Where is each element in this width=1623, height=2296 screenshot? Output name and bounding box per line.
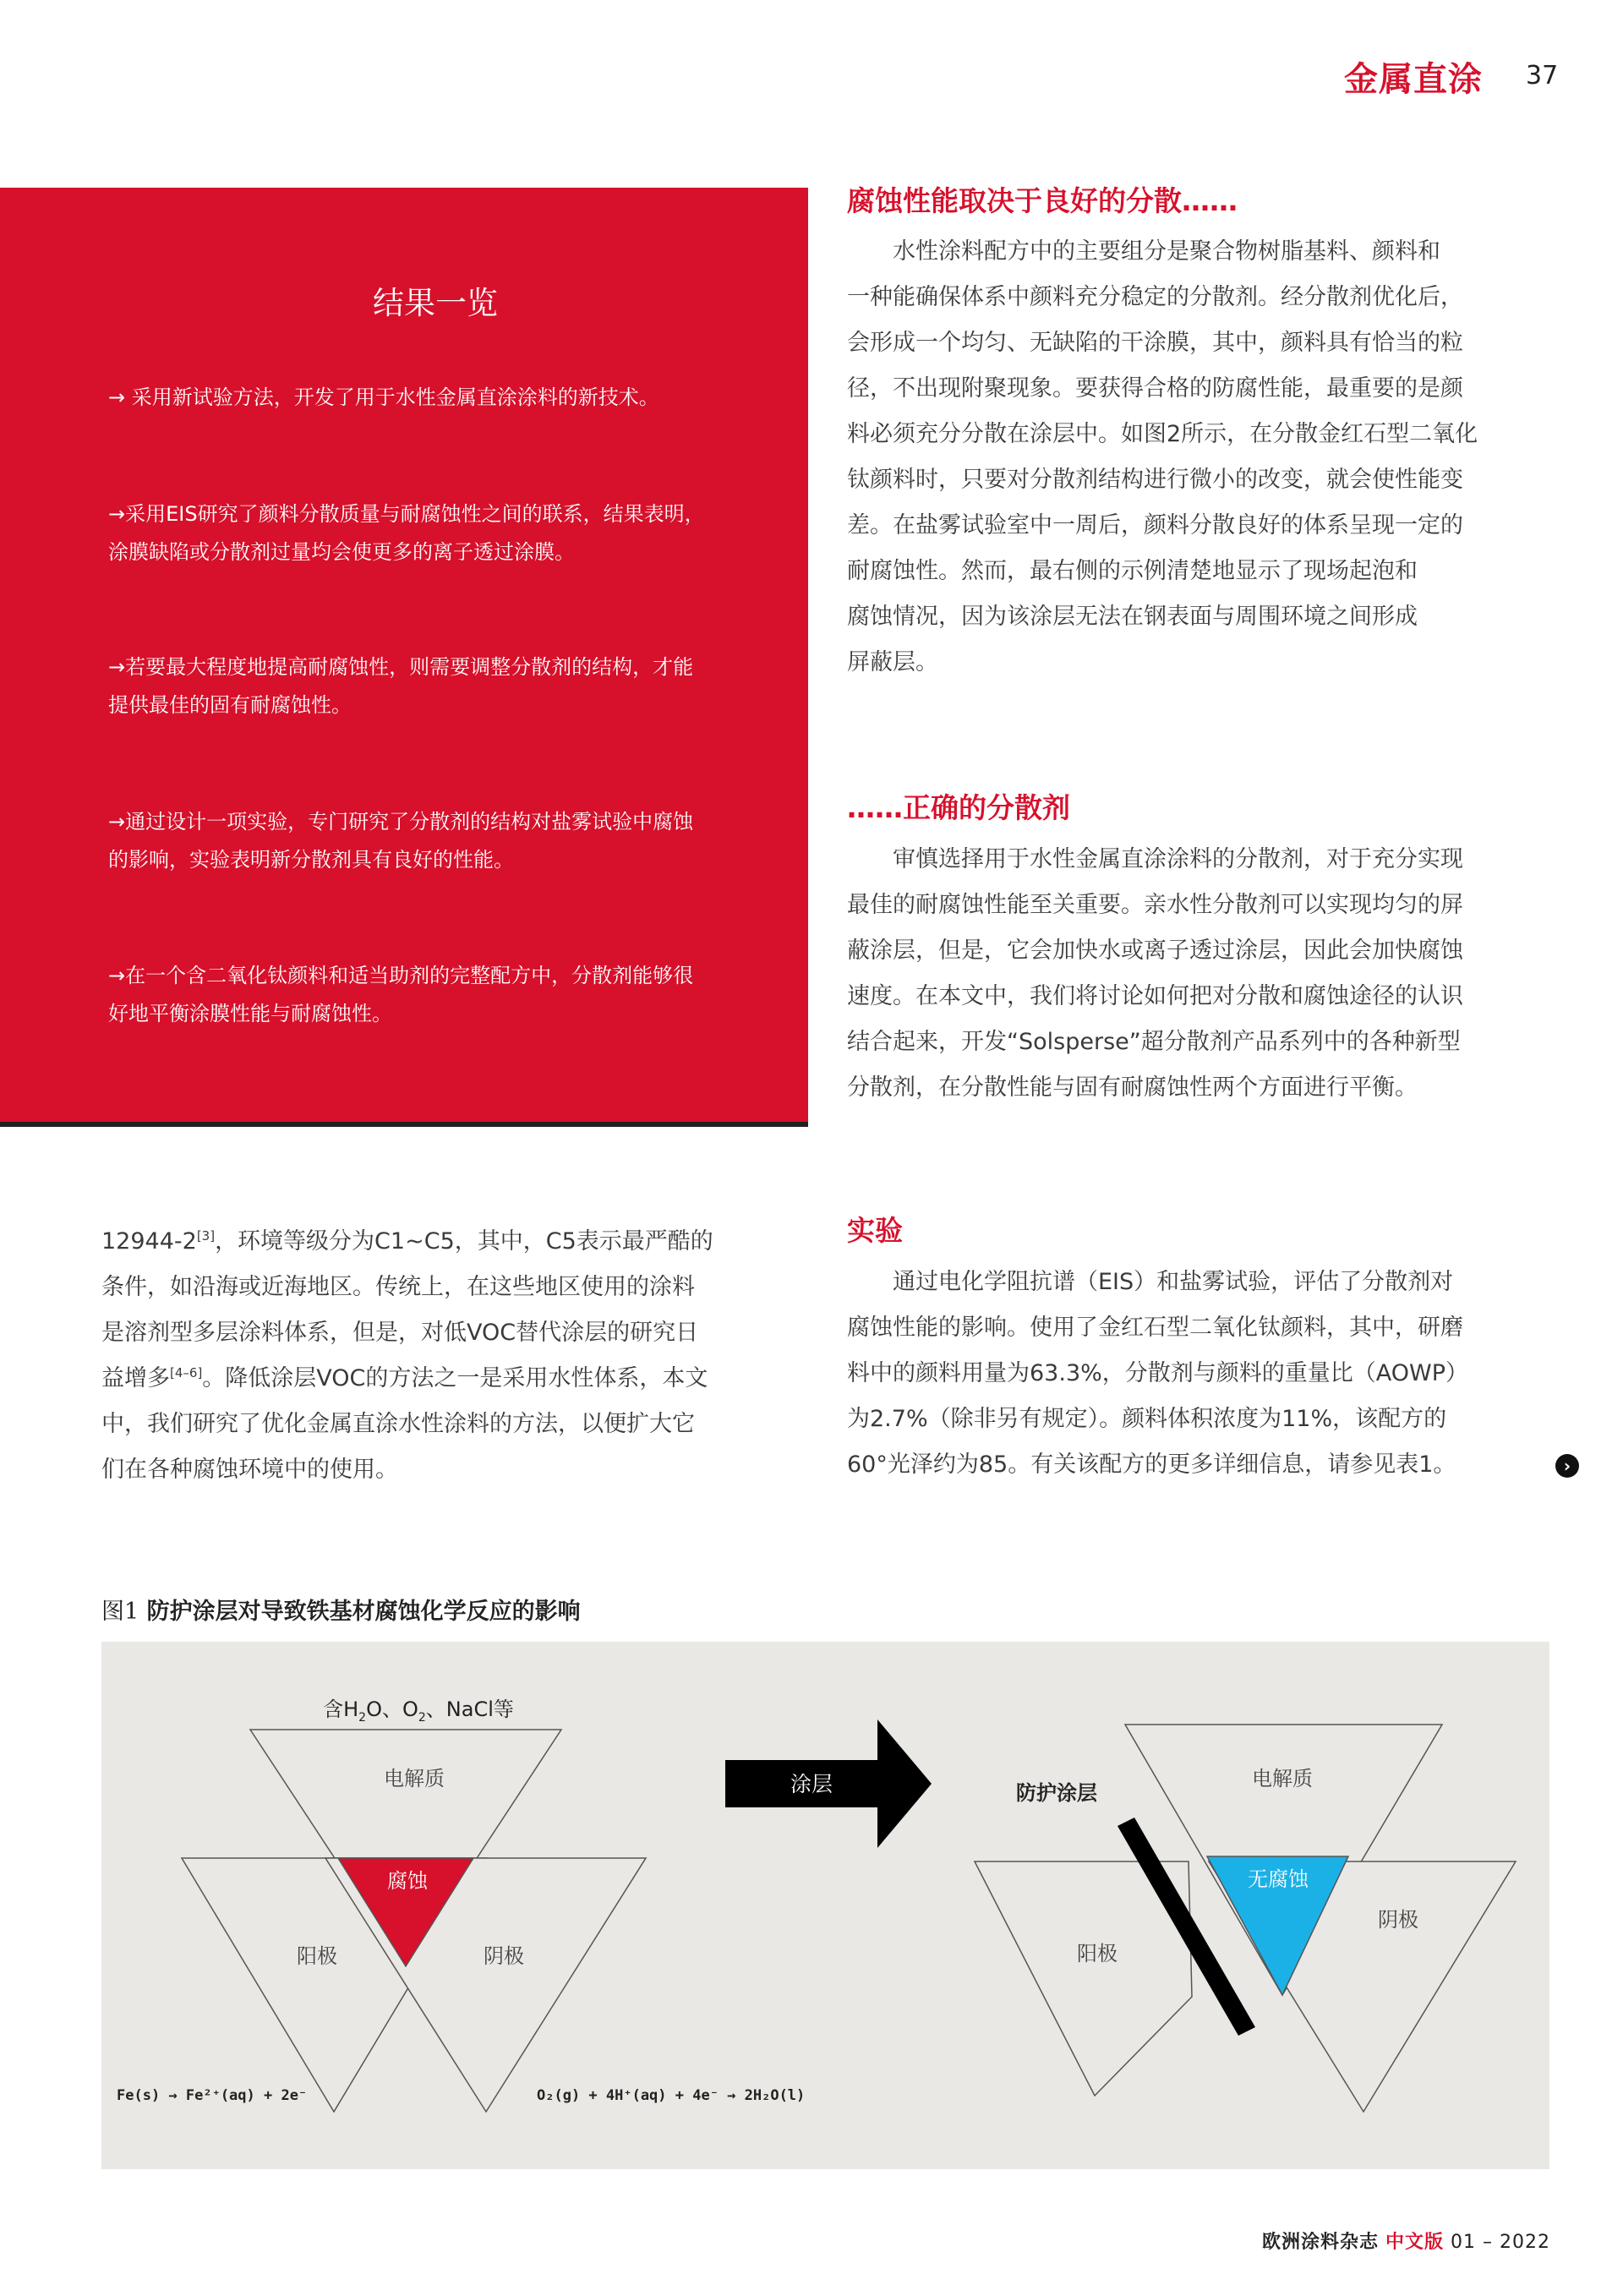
bullet-line: 涂膜缺陷或分散剂过量均会使更多的离子透过涂膜。 — [108, 540, 575, 564]
bullet-line: →在一个含二氧化钛颜料和适当助剂的完整配方中，分散剂能够很 — [108, 964, 694, 987]
environment-label: 含$H_2O$、$O_2$、NaCl等 — [323, 1697, 514, 1725]
text-line: 为2.7%（除非另有规定）。颜料体积浓度为11%，该配方的 — [847, 1406, 1447, 1432]
corrosion-label: 腐蚀 — [387, 1869, 428, 1893]
text-line: 钛颜料时，只要对分散剂结构进行微小的改变，就会使性能变 — [847, 467, 1463, 493]
text-line: 差。在盐雾试验室中一周后，颜料分散良好的体系呈现一定的 — [847, 512, 1463, 538]
summary-bullet — [108, 648, 784, 724]
no-corrosion-label: 无腐蚀 — [1248, 1867, 1309, 1891]
coating-label: 防护涂层 — [1016, 1781, 1097, 1805]
section-body-dispersant — [847, 837, 1554, 1111]
figure-diagram — [101, 1642, 1549, 2169]
anode-label: 阳极 — [1077, 1942, 1118, 1965]
cathode-label: 阴极 — [1378, 1908, 1418, 1932]
summary-bullet — [108, 379, 784, 417]
text-line: 通过电化学阻抗谱（EIS）和盐雾试验，评估了分散剂对 — [893, 1269, 1454, 1295]
summary-bullet — [108, 957, 784, 1033]
section-heading-dispersion: 腐蚀性能取决于良好的分散…… — [847, 184, 1238, 217]
text-line: 审慎选择用于水性金属直涂涂料的分散剂，对于充分实现 — [893, 846, 1463, 872]
anode-equation: Fe(s) → Fe²⁺(aq) + 2e⁻ — [117, 2087, 308, 2104]
text-line: 最佳的耐腐蚀性能至关重要。亲水性分散剂可以实现均匀的屏 — [847, 892, 1463, 918]
footer-edition: 中文版 — [1385, 2232, 1445, 2253]
section-heading-dispersant: ……正确的分散剂 — [847, 791, 1070, 824]
figure-caption — [101, 1593, 581, 1626]
text-line: 耐腐蚀性。然而，最右侧的示例清楚地显示了现场起泡和 — [847, 558, 1418, 584]
text-line: 径，不出现附聚现象。要获得合格的防腐性能，最重要的是颜 — [847, 375, 1463, 402]
section-title: 金属直涂 — [1344, 60, 1483, 99]
text-line: 12944-2[3]，环境等级分为C1~C5，其中，C5表示最严酷的 — [101, 1228, 713, 1255]
text-line: 速度。在本文中，我们将讨论如何把对分散和腐蚀途径的认识 — [847, 983, 1463, 1009]
section-heading-experiment: 实验 — [847, 1214, 903, 1247]
electrolyte-label: 电解质 — [384, 1767, 445, 1790]
left-column-body — [101, 1219, 808, 1493]
bullet-line: → 采用新试验方法，开发了用于水性金属直涂涂料的新技术。 — [108, 385, 659, 409]
text-line: 腐蚀性能的影响。使用了金红石型二氧化钛颜料，其中，研磨 — [847, 1315, 1463, 1341]
text-line: 条件，如沿海或近海地区。传统上，在这些地区使用的涂料 — [101, 1274, 695, 1300]
text-line: 料中的颜料用量为63.3%，分散剂与颜料的重量比（AOWP） — [847, 1360, 1468, 1386]
text-line: 们在各种腐蚀环境中的使用。 — [101, 1457, 398, 1483]
footer-magazine: 欧洲涂料杂志 — [1262, 2232, 1380, 2253]
text-line: 腐蚀情况，因为该涂层无法在钢表面与周围环境之间形成 — [847, 604, 1418, 630]
section-body-dispersion — [847, 229, 1554, 686]
bullet-line: →采用EIS研究了颜料分散质量与耐腐蚀性之间的联系，结果表明， — [108, 502, 705, 526]
text-line: 料必须充分分散在涂层中。如图2所示，在分散金红石型二氧化 — [847, 421, 1478, 447]
cathode-label: 阴极 — [484, 1944, 524, 1968]
figure-svg — [101, 1642, 1549, 2169]
summary-bullet — [108, 803, 784, 879]
bullet-line: 的影响，实验表明新分散剂具有良好的性能。 — [108, 848, 514, 872]
summary-box-underline — [0, 1122, 808, 1127]
text-line: 屏蔽层。 — [847, 649, 938, 675]
arrow-label: 涂层 — [790, 1772, 833, 1796]
page-number: 37 — [1526, 61, 1559, 90]
bullet-line: →通过设计一项实验，专门研究了分散剂的结构对盐雾试验中腐蚀 — [108, 810, 694, 834]
text-line: 蔽涂层，但是，它会加快水或离子透过涂层，因此会加快腐蚀 — [847, 938, 1463, 964]
bullet-line: 提供最佳的固有耐腐蚀性。 — [108, 693, 352, 717]
footer — [1262, 2228, 1550, 2254]
summary-title: 结果一览 — [373, 285, 498, 321]
figure-caption-text: 防护涂层对导致铁基材腐蚀化学反应的影响 — [146, 1599, 581, 1625]
section-body-experiment — [847, 1260, 1554, 1488]
text-line: 60°光泽约为85。有关该配方的更多详细信息，请参见表1。 — [847, 1451, 1456, 1478]
continue-arrow-icon[interactable]: › — [1555, 1454, 1579, 1478]
text-line: 会形成一个均匀、无缺陷的干涂膜，其中，颜料具有恰当的粒 — [847, 330, 1463, 356]
text-line: 结合起来，开发“Solsperse”超分散剂产品系列中的各种新型 — [847, 1029, 1461, 1055]
bullet-line: 好地平衡涂膜性能与耐腐蚀性。 — [108, 1002, 392, 1025]
text-line: 是溶剂型多层涂料体系，但是，对低VOC替代涂层的研究日 — [101, 1320, 699, 1346]
electrolyte-label: 电解质 — [1252, 1767, 1313, 1790]
anode-label: 阳极 — [297, 1944, 337, 1968]
text-line: 水性涂料配方中的主要组分是聚合物树脂基料、颜料和 — [893, 238, 1440, 265]
footer-issue: 01 – 2022 — [1451, 2232, 1550, 2253]
text-line: 分散剂，在分散性能与固有耐腐蚀性两个方面进行平衡。 — [847, 1074, 1418, 1101]
figure-number: 图1 — [101, 1599, 139, 1625]
text-line: 中，我们研究了优化金属直涂水性涂料的方法，以便扩大它 — [101, 1411, 695, 1437]
text-line: 益增多[4–6]。降低涂层VOC的方法之一是采用水性体系，本文 — [101, 1365, 708, 1391]
text-line: 一种能确保体系中颜料充分稳定的分散剂。经分散剂优化后， — [847, 284, 1463, 310]
bullet-line: →若要最大程度地提高耐腐蚀性，则需要调整分散剂的结构，才能 — [108, 655, 694, 679]
cathode-equation: O₂(g) + 4H⁺(aq) + 4e⁻ → 2H₂O(l) — [537, 2087, 806, 2104]
summary-bullet — [108, 495, 784, 571]
